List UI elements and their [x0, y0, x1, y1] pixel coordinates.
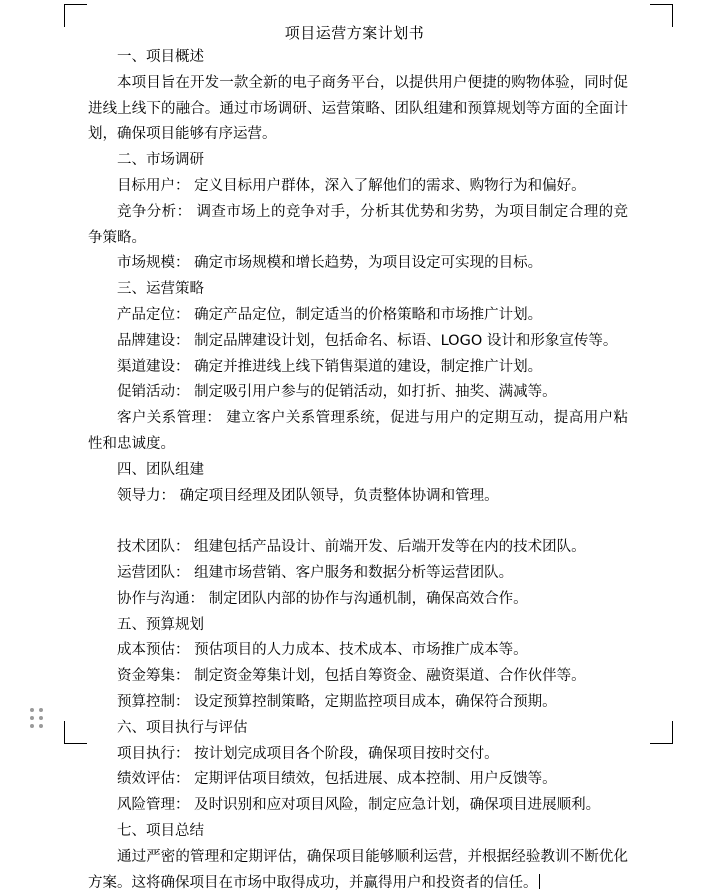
paragraph: 预算控制： 设定预算控制策略，定期监控项目成本，确保符合预期。 — [117, 693, 557, 710]
text-cursor — [539, 874, 540, 889]
paragraph: 风险管理： 及时识别和应对项目风险，制定应急计划，确保项目进展顺利。 — [117, 797, 601, 814]
paragraph: 本项目旨在开发一款全新的电子商务平台，以提供用户便捷的购物体验，同时促进线上线下的融合。通过市场调研、运营策略、团队组建和预算规划等方面的全面计划，确保项目能够有序运营。 — [88, 74, 628, 143]
section-heading: 一、项目概述 — [117, 49, 204, 65]
paragraph: 品牌建设： 制定品牌建设计划，包括命名、标语、LOGO 设计和形象宣传等。 — [117, 332, 618, 349]
paragraph: 渠道建设： 确定并推进线上线下销售渠道的建设，制定推广计划。 — [117, 358, 543, 375]
section-heading: 二、市场调研 — [117, 152, 204, 169]
section-heading: 七、项目总结 — [117, 822, 204, 839]
page-corner-mark-bottom-left — [64, 721, 87, 744]
paragraph: 运营团队： 组建市场营销、客户服务和数据分析等运营团队。 — [117, 564, 514, 581]
paragraph: 产品定位： 确定产品定位，制定适当的价格策略和市场推广计划。 — [117, 306, 543, 323]
paragraph: 项目执行： 按计划完成项目各个阶段，确保项目按时交付。 — [117, 745, 499, 762]
paragraph: 促销活动： 制定吸引用户参与的促销活动，如打折、抽奖、满减等。 — [117, 384, 557, 401]
paragraph: 客户关系管理： 建立客户关系管理系统，促进与用户的定期互动，提高用户粘性和忠诚度。 — [88, 410, 628, 452]
paragraph: 绩效评估： 定期评估项目绩效，包括进展、成本控制、用户反馈等。 — [117, 771, 557, 788]
final-paragraph — [88, 845, 628, 896]
paragraph: 成本预估： 预估项目的人力成本、技术成本、市场推广成本等。 — [117, 642, 528, 659]
final-paragraph-text: 通过严密的管理和定期评估，确保项目能够顺利运营，并根据经验教训不断优化方案。这将确保项目在市场中取得成功，并赢得用户和投资者的信任。 — [88, 848, 628, 891]
empty-paragraph — [88, 509, 628, 535]
section-heading: 四、团队组建 — [117, 461, 204, 478]
paragraph: 资金筹集： 制定资金筹集计划，包括自筹资金、融资渠道、合作伙伴等。 — [117, 668, 586, 685]
paragraph: 协作与沟通： 制定团队内部的协作与沟通机制，确保高效合作。 — [117, 590, 528, 607]
section-heading: 六、项目执行与评估 — [117, 719, 248, 736]
paragraph: 市场规模： 确定市场规模和增长趋势，为项目设定可实现的目标。 — [117, 255, 543, 272]
document-body[interactable] — [88, 45, 628, 896]
section-heading: 五、预算规划 — [117, 616, 204, 633]
paragraph: 目标用户： 定义目标用户群体，深入了解他们的需求、购物行为和偏好。 — [117, 177, 586, 194]
paragraph: 领导力： 确定项目经理及团队领导，负责整体协调和管理。 — [117, 487, 499, 504]
document-title: 项目运营方案计划书 — [284, 24, 425, 42]
paragraph: 技术团队： 组建包括产品设计、前端开发、后端开发等在内的技术团队。 — [117, 539, 586, 556]
drag-handle-icon[interactable] — [30, 708, 44, 730]
section-heading: 三、运营策略 — [117, 281, 204, 298]
page-corner-mark-bottom-right — [650, 721, 673, 744]
paragraph: 竞争分析： 调查市场上的竞争对手，分析其优势和劣势，为项目制定合理的竞争策略。 — [88, 203, 628, 246]
